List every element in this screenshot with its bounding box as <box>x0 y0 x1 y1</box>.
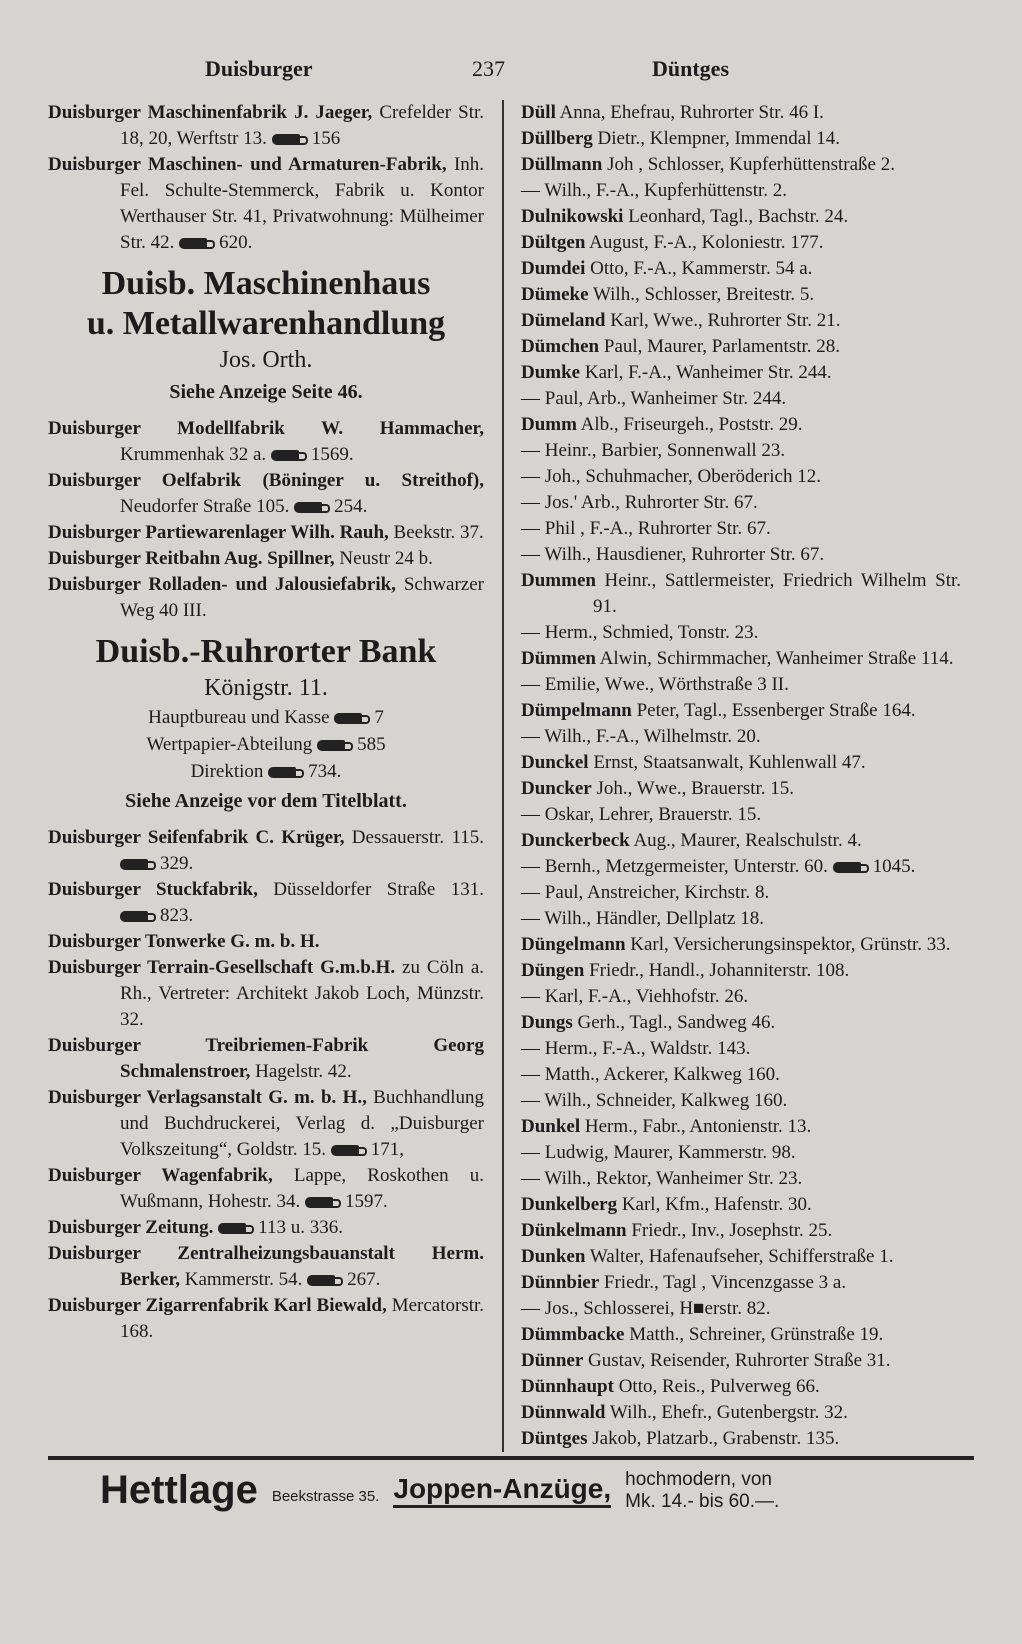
entry-details: Peter, Tagl., Essenberger Straße 164. <box>636 700 916 721</box>
directory-entry <box>521 516 961 542</box>
directory-entry <box>48 100 484 152</box>
entry-name: Düllberg <box>521 128 593 149</box>
directory-entry <box>521 750 961 776</box>
phone-number-text: 267. <box>347 1269 381 1290</box>
directory-entry <box>521 620 961 646</box>
entry-details: Wilh., Schlosser, Breitestr. 5. <box>592 284 815 305</box>
ad-phone-label: Direktion <box>190 761 264 782</box>
directory-entry <box>48 1033 484 1085</box>
entry-details: Joh , Schlosser, Kupferhüttenstraße 2. <box>607 154 895 175</box>
phone-number-text: 254. <box>334 496 368 517</box>
directory-entry <box>521 828 961 854</box>
entry-details: Matth., Ackerer, Kalkweg 160. <box>544 1064 780 1085</box>
entry-details: Kammerstr. 54. <box>184 1269 303 1290</box>
entry-details: Gerh., Tagl., Sandweg 46. <box>577 1012 776 1033</box>
phone-number <box>300 1191 388 1212</box>
entry-details: zu Cöln a. Rh., Vertreter: Architekt Jakob Loch, Münzstr. 32. <box>120 957 484 1030</box>
ad-title: Duisb. Maschinenhaus <box>101 265 431 302</box>
entry-name: — <box>521 544 540 565</box>
entry-details: Karl, Kfm., Hafenstr. 30. <box>621 1194 812 1215</box>
entry-details: Wilh., F.-A., Wilhelmstr. 20. <box>544 726 761 747</box>
entry-details: Beekstr. 37. <box>393 522 484 543</box>
entry-name: — <box>521 856 540 877</box>
entry-name: Dummen <box>521 570 596 591</box>
entry-name: Dumdei <box>521 258 586 279</box>
directory-entry <box>48 152 484 256</box>
directory-entry <box>521 1062 961 1088</box>
directory-entry <box>521 1296 961 1322</box>
directory-entry <box>48 955 484 1033</box>
entry-details: Buchhandlung und Buchdruckerei, Verlag d. „Duisburger Volkszeitung“, Goldstr. 15. <box>120 1087 484 1160</box>
directory-entry <box>521 776 961 802</box>
directory-entry <box>521 1088 961 1114</box>
entry-name: Dunckerbeck <box>521 830 630 851</box>
phone-number-text: 823. <box>160 905 194 926</box>
entry-name: Dümpelmann <box>521 700 632 721</box>
entry-name: Dünner <box>521 1350 584 1371</box>
directory-entry <box>48 468 484 520</box>
entry-details: Wilh., Rektor, Wanheimer Str. 23. <box>544 1168 803 1189</box>
entry-details: Joh., Schuhmacher, Oberöderich 12. <box>544 466 821 487</box>
telephone-icon <box>317 740 345 751</box>
entry-name: Duisburger Tonwerke G. m. b. H. <box>48 931 320 952</box>
entry-name: Düntges <box>521 1428 588 1449</box>
ad-product: Joppen-Anzüge, <box>393 1473 611 1508</box>
ad-phone-label: Hauptbureau und Kasse <box>148 707 330 728</box>
directory-entry <box>521 1270 961 1296</box>
directory-entry <box>521 386 961 412</box>
entry-name: — <box>521 180 540 201</box>
directory-entry <box>48 572 484 624</box>
entry-details: Heinr., Sattlermeister, Friedrich Wilhelm Str. 91. <box>593 570 962 617</box>
entry-details: Ludwig, Maurer, Kammerstr. 98. <box>544 1142 796 1163</box>
entry-details: Gustav, Reisender, Ruhrorter Straße 31. <box>588 1350 891 1371</box>
telephone-icon <box>307 1275 335 1286</box>
entry-details: Walter, Hafenaufseher, Schifferstraße 1. <box>589 1246 894 1267</box>
phone-number <box>267 128 340 149</box>
phone-number <box>266 444 354 465</box>
entry-details: Herm., Fabr., Antonienstr. 13. <box>584 1116 812 1137</box>
entry-name: Dünkelmann <box>521 1220 627 1241</box>
entry-details: Crefelder Str. 18, 20, Werftstr 13. <box>120 102 485 149</box>
entry-details: Neustr 24 b. <box>339 548 433 569</box>
entry-name: Duisburger Zeitung. <box>48 1217 214 1238</box>
ad-phone-row <box>48 704 484 731</box>
entry-name: — <box>521 1142 540 1163</box>
directory-entry <box>521 1010 961 1036</box>
entry-details: Friedr., Inv., Josephstr. 25. <box>631 1220 833 1241</box>
display-advertisement <box>48 264 484 408</box>
entry-details: Düsseldorfer Straße 131. <box>273 879 484 900</box>
entry-name: — <box>521 986 540 1007</box>
ad-phone-label: Wertpapier-Abteilung <box>146 734 313 755</box>
directory-entry <box>521 204 961 230</box>
left-column <box>48 100 502 1452</box>
entry-name: Dunckel <box>521 752 589 773</box>
directory-entry <box>521 360 961 386</box>
phone-number-text: 7 <box>374 707 384 728</box>
entry-name: Dunkelberg <box>521 1194 618 1215</box>
entry-details: Jakob, Platzarb., Grabenstr. 135. <box>592 1428 840 1449</box>
phone-number-text: 1597. <box>345 1191 388 1212</box>
columns <box>48 100 974 1452</box>
directory-entry <box>521 490 961 516</box>
directory-entry <box>521 1192 961 1218</box>
phone-number-text: 171, <box>370 1139 405 1160</box>
entry-details: Inh. Fel. Schulte-Stemmerck, Fabrik u. Kontor Werthauser Str. 41, Privatwohnung: Mülheimer Str. 42. <box>120 154 485 253</box>
entry-details: Wilh., Hausdiener, Ruhrorter Str. 67. <box>544 544 825 565</box>
entry-name: — <box>521 1168 540 1189</box>
directory-entry <box>521 984 961 1010</box>
ad-description <box>625 1469 779 1513</box>
ad-description-line: hochmodern, von <box>625 1468 772 1490</box>
entry-details: Paul, Maurer, Parlamentstr. 28. <box>603 336 841 357</box>
ad-company-name: Hettlage <box>100 1468 258 1512</box>
directory-entry <box>521 464 961 490</box>
entry-details: Neudorfer Straße 105. <box>120 496 290 517</box>
entry-details: Ernst, Staatsanwalt, Kuhlenwall 47. <box>593 752 866 773</box>
entry-name: Dümmen <box>521 648 596 669</box>
phone-number-text: 113 u. 336. <box>258 1217 343 1238</box>
entry-name: Duisburger Verlagsanstalt G. m. b. H., <box>48 1087 367 1108</box>
phone-number-text: 734. <box>308 761 342 782</box>
phone-number-text: 1045. <box>872 856 916 877</box>
entry-details: Bernh., Metzgermeister, Unterstr. 60. <box>544 856 828 877</box>
entry-details: Jos.' Arb., Ruhrorter Str. 67. <box>544 492 758 513</box>
entry-name: — <box>521 1038 540 1059</box>
entry-name: Düngelmann <box>521 934 626 955</box>
telephone-icon <box>218 1223 246 1234</box>
ad-owner: Jos. Orth. <box>219 347 313 373</box>
ad-phone-row <box>48 758 484 785</box>
phone-number <box>120 853 193 874</box>
directory-entry <box>521 1322 961 1348</box>
directory-entry <box>48 1085 484 1163</box>
entry-name: — <box>521 466 540 487</box>
directory-entry <box>521 100 961 126</box>
telephone-icon <box>268 767 296 778</box>
entry-name: Duisburger Maschinenfabrik J. Jaeger, <box>48 102 373 123</box>
phone-number <box>174 232 252 253</box>
directory-entry <box>521 1114 961 1140</box>
entry-name: — <box>521 1298 540 1319</box>
entry-name: Duisburger Zigarrenfabrik Karl Biewald, <box>48 1295 387 1316</box>
directory-entry <box>521 958 961 984</box>
directory-entry <box>521 256 961 282</box>
directory-entry <box>521 906 961 932</box>
entry-name: Düngen <box>521 960 585 981</box>
phone-number-text: 585 <box>357 734 386 755</box>
entry-details: August, F.-A., Koloniestr. 177. <box>589 232 824 253</box>
phone-number <box>302 1269 380 1290</box>
entry-details: Heinr., Barbier, Sonnenwall 23. <box>544 440 786 461</box>
directory-entry <box>521 802 961 828</box>
entry-name: Dümeland <box>521 310 606 331</box>
entry-details: Alb., Friseurgeh., Poststr. 29. <box>580 414 803 435</box>
telephone-icon <box>334 713 362 724</box>
entry-name: — <box>521 492 540 513</box>
entry-name: Dünnhaupt <box>521 1376 614 1397</box>
phone-number <box>326 1139 404 1160</box>
entry-name: Duisburger Stuckfabrik, <box>48 879 258 900</box>
entry-details: Anna, Ehefrau, Ruhrorter Str. 46 I. <box>559 102 824 123</box>
entry-details: Friedr., Tagl , Vincenzgasse 3 a. <box>603 1272 847 1293</box>
directory-entry <box>521 646 961 672</box>
entry-name: Duisburger Partiewarenlager Wilh. Rauh, <box>48 522 389 543</box>
telephone-icon <box>272 134 300 145</box>
entry-details: Karl, F.-A., Viehhofstr. 26. <box>544 986 749 1007</box>
directory-entry <box>521 1036 961 1062</box>
running-head-right: Düntges <box>652 56 730 81</box>
directory-entry <box>521 1166 961 1192</box>
entry-details: Wilh., Schneider, Kalkweg 160. <box>544 1090 788 1111</box>
entry-details: Wilh., F.-A., Kupferhüttenstr. 2. <box>544 180 787 201</box>
entry-name: Duisburger Terrain-Gesellschaft G.m.b.H. <box>48 957 396 978</box>
entry-name: Dunken <box>521 1246 586 1267</box>
telephone-icon <box>120 911 148 922</box>
entry-details: Otto, F.-A., Kammerstr. 54 a. <box>590 258 813 279</box>
ad-title: Duisb.-Ruhrorter Bank <box>95 633 437 670</box>
phone-number-text: 1569. <box>310 444 354 465</box>
entry-details: Dietr., Klempner, Immendal 14. <box>597 128 841 149</box>
entry-name: Dümeke <box>521 284 589 305</box>
entry-name: Dumke <box>521 362 581 383</box>
directory-entry <box>521 880 961 906</box>
phone-number <box>120 905 193 926</box>
running-head-left: Duisburger <box>205 56 313 81</box>
phone-number <box>263 761 341 782</box>
phone-number <box>828 856 916 877</box>
entry-name: — <box>521 882 540 903</box>
ad-reference: Siehe Anzeige Seite 46. <box>169 381 363 403</box>
entry-name: — <box>521 518 540 539</box>
directory-entry <box>48 877 484 929</box>
entry-name: Dültgen <box>521 232 586 253</box>
entry-details: Emilie, Wwe., Wörthstraße 3 II. <box>544 674 789 695</box>
entry-details: Herm., Schmied, Tonstr. 23. <box>544 622 759 643</box>
directory-entry <box>521 308 961 334</box>
directory-entry <box>521 152 961 178</box>
entry-name: Duncker <box>521 778 592 799</box>
entry-name: — <box>521 1090 540 1111</box>
entry-details: Krummenhak 32 a. <box>120 444 267 465</box>
entry-name: Düllmann <box>521 154 603 175</box>
entry-details: Oskar, Lehrer, Brauerstr. 15. <box>544 804 762 825</box>
ad-reference: Siehe Anzeige vor dem Titelblatt. <box>125 790 407 812</box>
phone-number <box>312 734 385 755</box>
entry-details: Dessauerstr. 115. <box>351 827 485 848</box>
entry-details: Friedr., Handl., Johanniterstr. 108. <box>589 960 850 981</box>
entry-name: Düll <box>521 102 556 123</box>
entry-details: Aug., Maurer, Realschulstr. 4. <box>633 830 862 851</box>
display-advertisement <box>48 632 484 817</box>
directory-entry <box>48 520 484 546</box>
entry-details: Alwin, Schirmmacher, Wanheimer Straße 114. <box>599 648 954 669</box>
directory-entry <box>48 1215 484 1241</box>
directory-entry <box>521 1244 961 1270</box>
directory-entry <box>521 282 961 308</box>
telephone-icon <box>120 859 148 870</box>
telephone-icon <box>294 502 322 513</box>
ad-description-line: Mk. 14.- bis 60.—. <box>625 1490 780 1512</box>
entry-details: Jos., Schlosserei, H■erstr. 82. <box>544 1298 771 1319</box>
directory-entry <box>521 438 961 464</box>
entry-name: — <box>521 440 540 461</box>
entry-details: Leonhard, Tagl., Bachstr. 24. <box>628 206 849 227</box>
entry-details: Karl, Wwe., Ruhrorter Str. 21. <box>610 310 841 331</box>
ad-address: Beekstrasse 35. <box>271 1488 380 1505</box>
entry-name: Duisburger Treibriemen-Fabrik Georg Schmalenstroer, <box>48 1035 484 1082</box>
directory-entry <box>521 1374 961 1400</box>
entry-details: Paul, Anstreicher, Kirchstr. 8. <box>544 882 770 903</box>
telephone-icon <box>179 238 207 249</box>
directory-entry <box>521 724 961 750</box>
directory-entry <box>521 126 961 152</box>
entry-details: Karl, Versicherungsinspektor, Grünstr. 33. <box>630 934 951 955</box>
entry-name: Dunkel <box>521 1116 581 1137</box>
directory-entry <box>48 546 484 572</box>
telephone-icon <box>305 1197 333 1208</box>
entry-details: Hagelstr. 42. <box>255 1061 352 1082</box>
entry-name: Duisburger Reitbahn Aug. Spillner, <box>48 548 335 569</box>
directory-entry <box>521 1348 961 1374</box>
entry-name: — <box>521 1064 540 1085</box>
right-column <box>502 100 961 1452</box>
directory-entry <box>521 568 961 620</box>
directory-entry <box>521 698 961 724</box>
directory-entry <box>48 416 484 468</box>
directory-entry <box>521 334 961 360</box>
directory-entry <box>521 178 961 204</box>
page-number: 237 <box>472 56 505 81</box>
entry-name: Dümchen <box>521 336 600 357</box>
entry-details: Otto, Reis., Pulverweg 66. <box>618 1376 820 1397</box>
entry-name: — <box>521 726 540 747</box>
entry-name: Dümmbacke <box>521 1324 625 1345</box>
entry-details: Matth., Schreiner, Grünstraße 19. <box>629 1324 884 1345</box>
phone-number-text: 156 <box>311 128 341 149</box>
entry-details: Paul, Arb., Wanheimer Str. 244. <box>544 388 787 409</box>
entry-name: — <box>521 388 540 409</box>
entry-name: Duisburger Zentralheizungsbauanstalt Herm. Berker, <box>48 1243 484 1290</box>
directory-entry <box>521 230 961 256</box>
entry-name: Duisburger Maschinen- und Armaturen-Fabrik, <box>48 154 447 175</box>
directory-entry <box>521 672 961 698</box>
ad-phone-row <box>48 731 484 758</box>
entry-name: Duisburger Oelfabrik (Böninger u. Streithof), <box>48 470 484 491</box>
entry-details: Wilh., Ehefr., Gutenbergstr. 32. <box>609 1402 848 1423</box>
directory-entry <box>521 854 961 880</box>
telephone-icon <box>833 862 861 873</box>
directory-entry <box>521 1400 961 1426</box>
phone-number <box>330 707 384 728</box>
phone-number <box>218 1217 343 1238</box>
directory-entry <box>521 542 961 568</box>
entry-details: Phil , F.-A., Ruhrorter Str. 67. <box>544 518 771 539</box>
entry-name: Dünnbier <box>521 1272 600 1293</box>
directory-entry <box>521 412 961 438</box>
directory-entry <box>48 825 484 877</box>
entry-name: Dünnwald <box>521 1402 606 1423</box>
entry-name: Duisburger Rolladen- und Jalousiefabrik, <box>48 574 396 595</box>
telephone-icon <box>271 450 299 461</box>
entry-name: Dumm <box>521 414 577 435</box>
entry-details: Herm., F.-A., Waldstr. 143. <box>544 1038 751 1059</box>
page-header <box>48 56 974 100</box>
entry-details: Joh., Wwe., Brauerstr. 15. <box>596 778 795 799</box>
entry-details: Wilh., Händler, Dellplatz 18. <box>544 908 764 929</box>
entry-name: Duisburger Wagenfabrik, <box>48 1165 273 1186</box>
telephone-icon <box>331 1145 359 1156</box>
entry-details: Lappe, Roskothen u. Wußmann, Hohestr. 34. <box>120 1165 484 1212</box>
entry-name: Dungs <box>521 1012 573 1033</box>
directory-entry <box>521 932 961 958</box>
directory-entry <box>48 1241 484 1293</box>
entry-name: — <box>521 804 540 825</box>
entry-name: — <box>521 674 540 695</box>
ad-title: u. Metallwarenhandlung <box>86 305 446 342</box>
directory-entry <box>521 1218 961 1244</box>
entry-details: Schwarzer Weg 40 III. <box>120 574 484 621</box>
directory-entry <box>521 1140 961 1166</box>
entry-details: Karl, F.-A., Wanheimer Str. 244. <box>584 362 832 383</box>
ad-address: Königstr. 11. <box>204 675 328 701</box>
entry-name: — <box>521 622 540 643</box>
entry-name: Dulnikowski <box>521 206 624 227</box>
directory-entry <box>48 1293 484 1345</box>
entry-name: Duisburger Modellfabrik W. Hammacher, <box>48 418 484 439</box>
entry-details: Mercatorstr. 168. <box>120 1295 485 1342</box>
entry-name: — <box>521 908 540 929</box>
phone-number-text: 329. <box>160 853 194 874</box>
phone-number <box>289 496 367 517</box>
directory-entry <box>48 1163 484 1215</box>
phone-number-text: 620. <box>219 232 253 253</box>
footer-advertisement <box>48 1460 974 1513</box>
entry-name: Duisburger Seifenfabrik C. Krüger, <box>48 827 345 848</box>
directory-entry <box>521 1426 961 1452</box>
directory-entry <box>48 929 484 955</box>
